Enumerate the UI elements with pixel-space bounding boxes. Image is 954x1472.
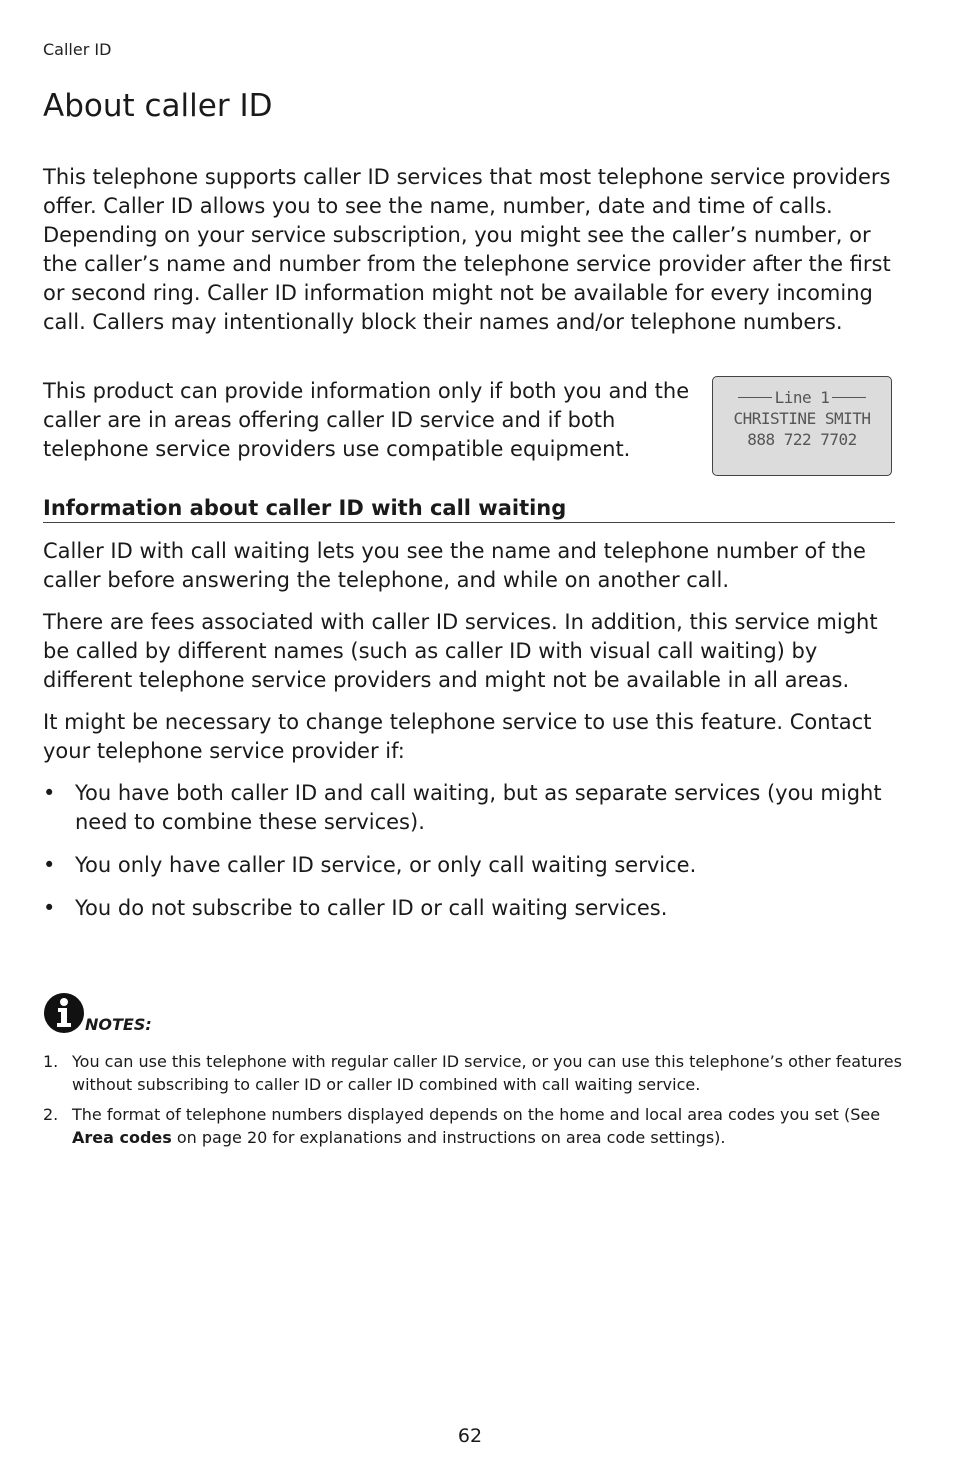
notes-header — [43, 988, 152, 1034]
call-waiting-heading: Information about caller ID with call waiting — [43, 496, 895, 523]
area-codes-reference: Area codes — [72, 1128, 172, 1147]
lcd-rule-left — [738, 397, 772, 398]
change-service-paragraph: It might be necessary to change telephone service to use this feature. Contact your telephone service provider if: — [43, 710, 872, 763]
fees-paragraph: There are fees associated with caller ID services. In addition, this service might be called by different names (such as caller ID with visual call waiting) by different telephone service providers and might not be available in all areas. — [43, 610, 878, 692]
lcd-line-label: Line 1 — [774, 388, 830, 407]
lcd-caller-number: 888 722 7702 — [747, 430, 857, 449]
bullet-icon: • — [43, 853, 56, 877]
notes-title: NOTES: — [85, 1015, 152, 1034]
lcd-line-1 — [713, 387, 891, 408]
bullet-icon: • — [43, 896, 56, 920]
note-text-before: The format of telephone numbers displayed depends on the home and local area codes you set (See — [72, 1105, 881, 1124]
notes-list — [43, 1050, 903, 1156]
note-number: 2. — [43, 1105, 59, 1124]
list-item-text: You only have caller ID service, or only call waiting service. — [75, 853, 697, 877]
contact-provider-list — [43, 779, 903, 937]
list-item — [43, 779, 903, 837]
list-item — [43, 851, 903, 880]
lcd-display-illustration — [712, 376, 892, 476]
section-label: Caller ID — [43, 40, 112, 59]
info-icon — [43, 992, 85, 1034]
lcd-caller-name: CHRISTINE SMITH — [733, 409, 871, 428]
note-text-after: on page 20 for explanations and instructions on area code settings). — [171, 1128, 726, 1147]
note-number: 1. — [43, 1052, 59, 1071]
note-item — [43, 1050, 903, 1096]
note-text: You can use this telephone with regular caller ID service, or you can use this telephone’s other features without subscribing to caller ID or caller ID combined with call waiting service. — [72, 1052, 902, 1094]
note-item — [43, 1103, 903, 1149]
page-title: About caller ID — [43, 88, 273, 124]
lcd-rule-right — [832, 397, 866, 398]
page-number: 62 — [457, 1425, 483, 1447]
intro-paragraph: This telephone supports caller ID services that most telephone service providers offer. Caller ID allows you to see the name, number, date and time of calls. Depending on your service subscription, you might see the caller’s number, or the caller’s name and number from the telephone service provider after the first or second ring. Caller ID information might not be available for every incoming call. Callers may intentionally block their names and/or telephone numbers. — [43, 165, 891, 334]
list-item-text: You have both caller ID and call waiting, but as separate services (you might need to combine these services). — [75, 781, 882, 834]
list-item — [43, 894, 903, 923]
call-waiting-paragraph: Caller ID with call waiting lets you see the name and telephone number of the caller before answering the telephone, and while on another call. — [43, 539, 866, 592]
bullet-icon: • — [43, 781, 56, 805]
compatibility-paragraph: This product can provide information only if both you and the caller are in areas offering caller ID service and if both telephone service providers use compatible equipment. — [43, 379, 690, 461]
list-item-text: You do not subscribe to caller ID or call waiting services. — [75, 896, 668, 920]
